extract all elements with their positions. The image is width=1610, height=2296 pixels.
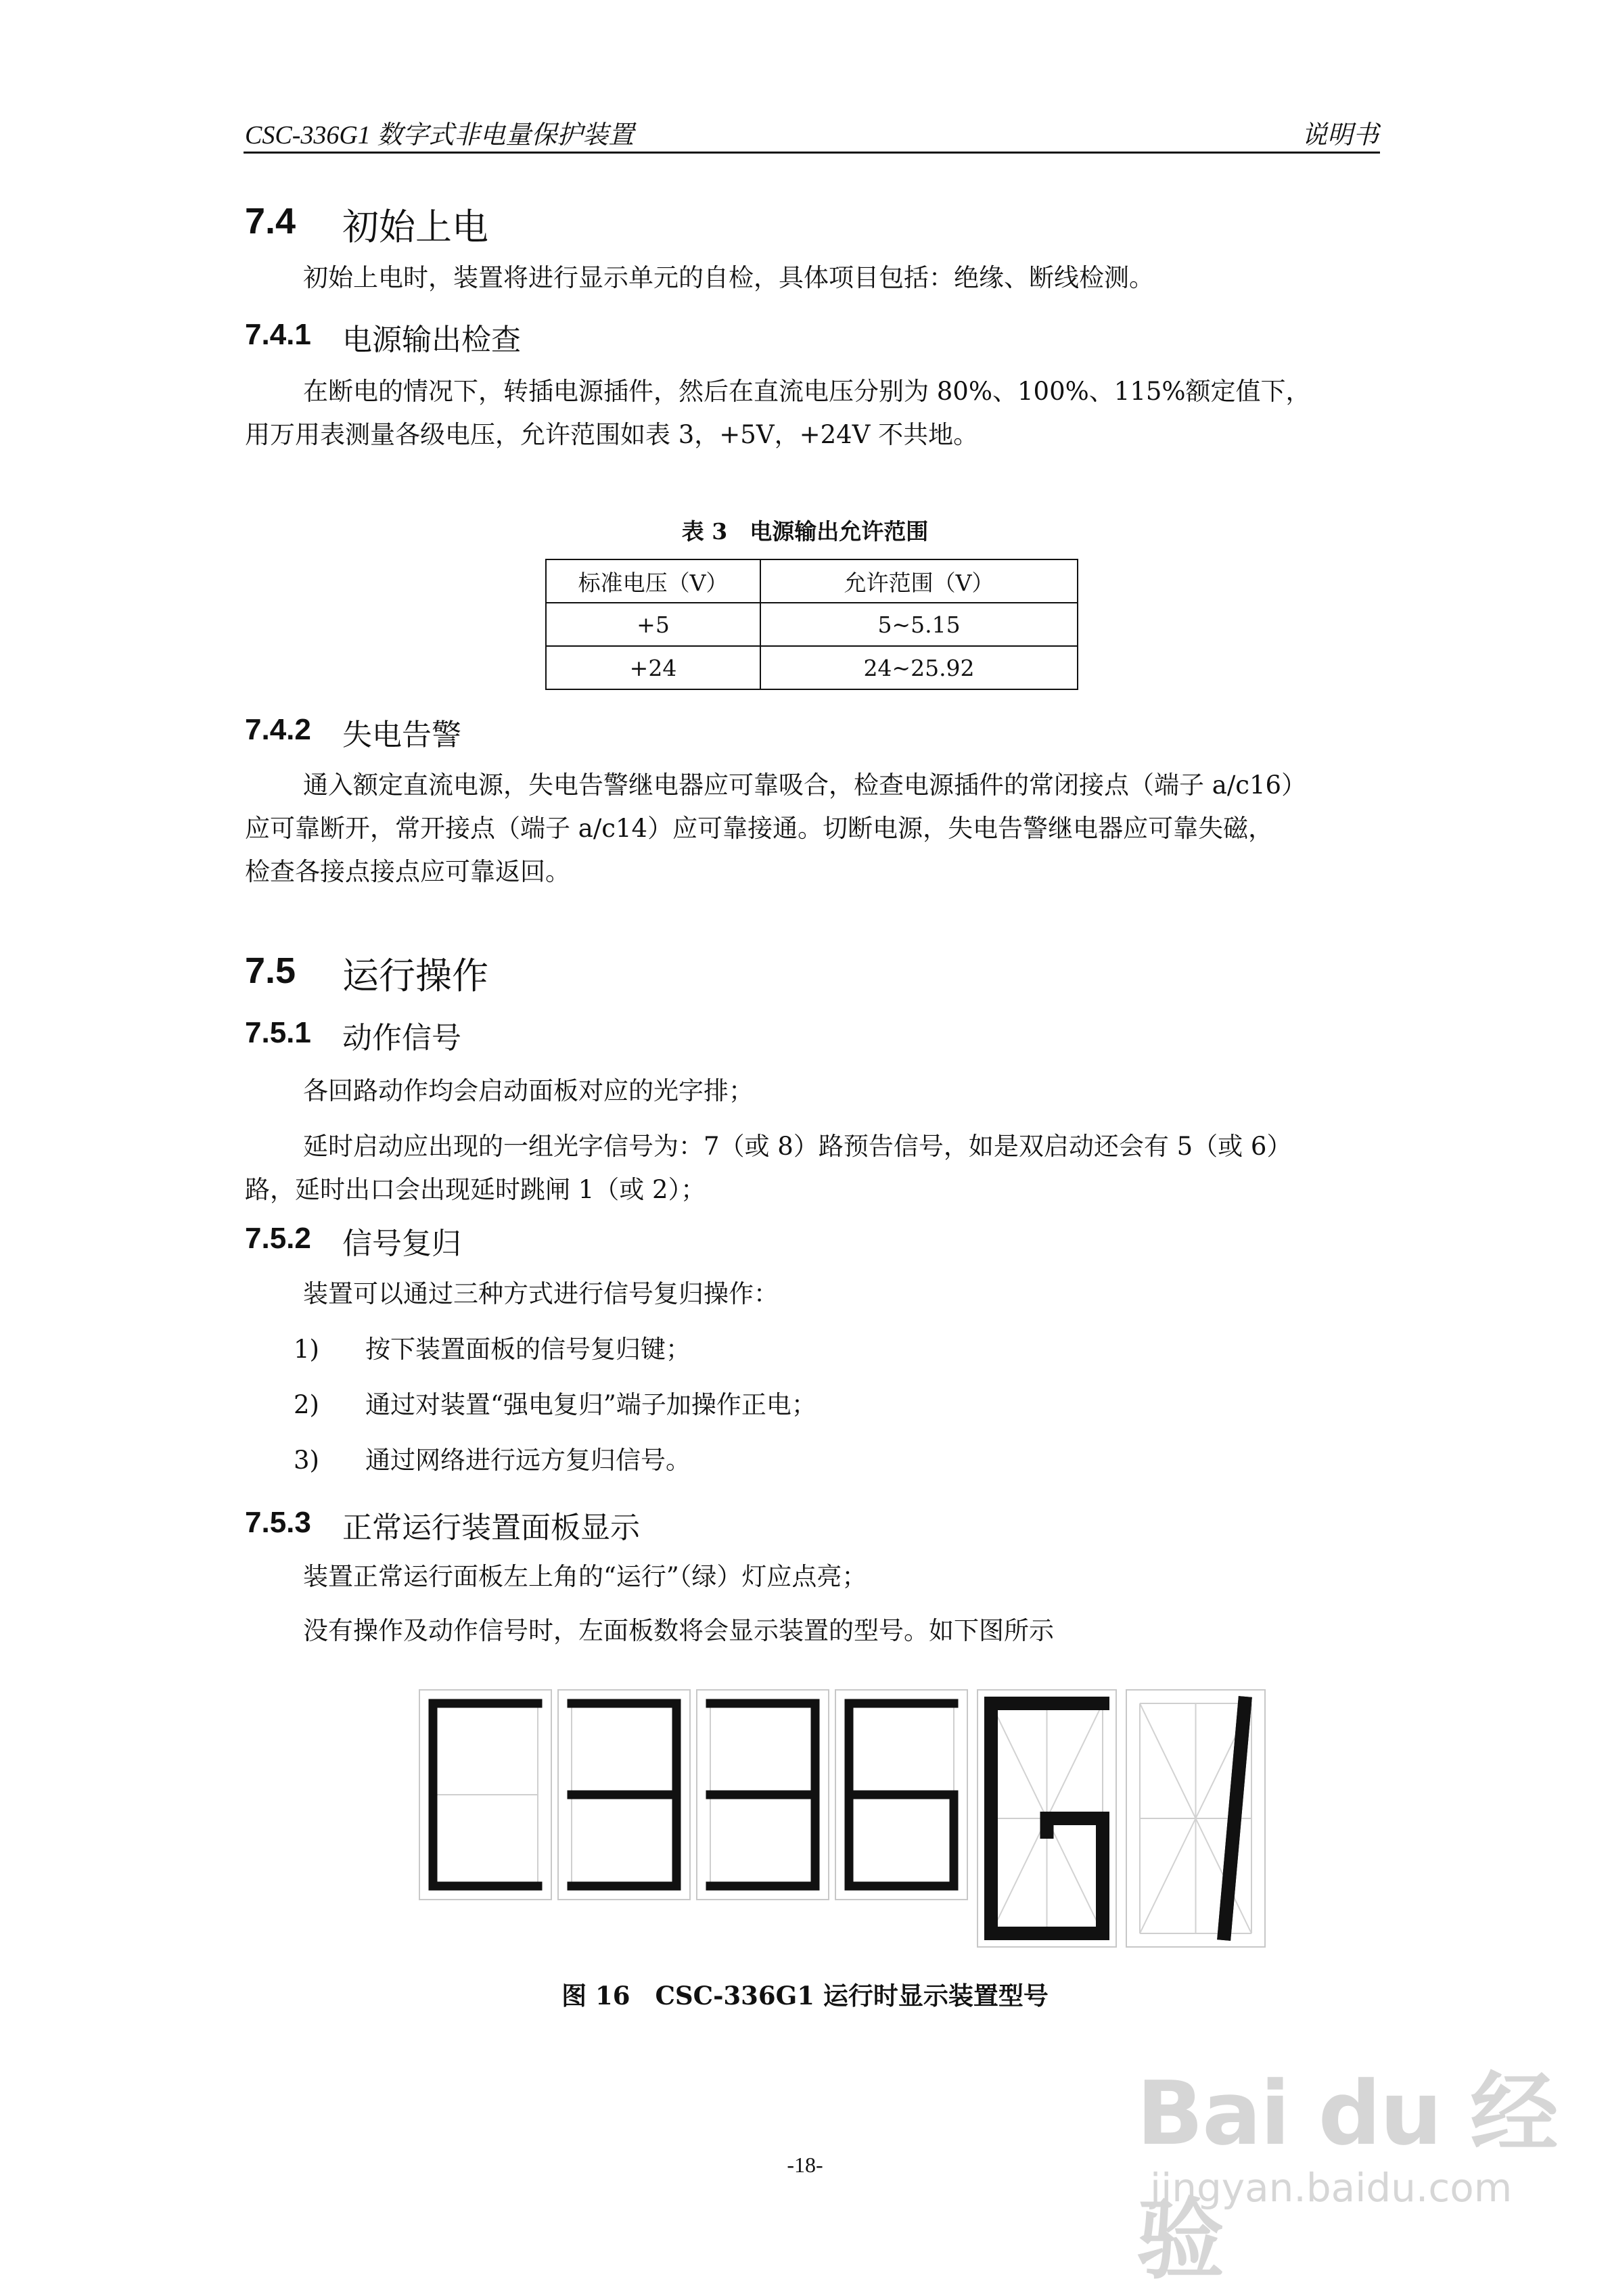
section-7-4-2-para-line: 通入额定直流电源，失电告警继电器应可靠吸合，检查电源插件的常闭接点（端子 a/c16） — [303, 771, 1307, 800]
table-3-caption: 表 3 电源输出允许范围 — [681, 518, 929, 545]
section-7-4-intro: 初始上电时，装置将进行显示单元的自检，具体项目包括：绝缘、断线检测。 — [303, 263, 1154, 292]
section-7-5-1-title: 动作信号 — [342, 1021, 461, 1055]
list-item-text: 通过对装置“强电复归”端子加操作正电； — [365, 1390, 816, 1419]
watermark-url: jingyan.baidu.com — [1150, 2165, 1513, 2211]
section-7-4-2-number: 7.4.2 — [245, 713, 311, 746]
list-item-text: 按下装置面板的信号复归键； — [365, 1335, 691, 1364]
table-cell: +5 — [546, 603, 760, 646]
table-header-cell: 允许范围（V） — [760, 559, 1078, 603]
table-cell: +24 — [546, 646, 760, 689]
display-digit — [835, 1690, 967, 1900]
segment-display-figure — [406, 1676, 1285, 1960]
section-7-5-2-title: 信号复归 — [342, 1226, 461, 1261]
header-doc-type: 说明书 — [1301, 121, 1379, 150]
display-digit — [978, 1690, 1116, 1947]
display-digit — [1126, 1690, 1265, 1947]
display-digit — [558, 1690, 690, 1900]
list-item-number: 2) — [294, 1390, 319, 1419]
section-7-4-2-para-line: 应可靠断开，常开接点（端子 a/c14）应可靠接通。切断电源，失电告警继电器应可靠失磁， — [245, 814, 1274, 843]
display-digit — [419, 1690, 551, 1900]
table-header-row — [546, 559, 1078, 603]
section-7-4-1-title: 电源输出检查 — [342, 323, 521, 357]
table-cell: 5~5.15 — [760, 603, 1078, 646]
section-7-4-2-title: 失电告警 — [342, 718, 461, 752]
section-7-4-2-para-line: 检查各接点接点应可靠返回。 — [245, 857, 570, 886]
section-7-5-title: 运行操作 — [342, 955, 488, 997]
section-7-5-3-title: 正常运行装置面板显示 — [342, 1511, 640, 1545]
section-7-5-3-para-line: 没有操作及动作信号时，左面板数将会显示装置的型号。如下图所示 — [303, 1616, 1054, 1645]
list-item-number: 3) — [294, 1446, 319, 1475]
section-7-5-1-para-line: 路，延时出口会出现延时跳闸 1（或 2）； — [245, 1175, 706, 1204]
figure-16-caption: 图 16 CSC-336G1 运行时显示装置型号 — [561, 1981, 1049, 2011]
table-header-cell: 标准电压（V） — [546, 559, 760, 603]
section-7-4-title: 初始上电 — [342, 206, 488, 248]
section-7-5-2-number: 7.5.2 — [245, 1222, 311, 1255]
table-cell: 24~25.92 — [760, 646, 1078, 689]
section-7-4-number: 7.4 — [245, 201, 296, 242]
section-7-5-1-para-line: 延时启动应出现的一组光字信号为：7（或 8）路预告信号，如是双启动还会有 5（或 6） — [303, 1132, 1292, 1161]
table-row — [546, 603, 1078, 646]
table-3 — [545, 559, 1078, 690]
section-7-4-1-number: 7.4.1 — [245, 318, 311, 351]
display-digit — [697, 1690, 829, 1900]
header-title: CSC-336G1 数字式非电量保护装置 — [245, 121, 635, 150]
table-row — [546, 646, 1078, 689]
section-7-5-1-number: 7.5.1 — [245, 1016, 311, 1049]
header-rule — [244, 152, 1380, 154]
section-7-5-3-number: 7.5.3 — [245, 1506, 311, 1539]
section-7-4-1-para-line: 在断电的情况下，转插电源插件，然后在直流电压分别为 80%、100%、115%额定值下， — [303, 377, 1311, 406]
list-item-text: 通过网络进行远方复归信号。 — [365, 1446, 691, 1475]
section-7-5-3-para-line: 装置正常运行面板左上角的“运行”（绿）灯应点亮； — [303, 1562, 867, 1591]
list-item-number: 1) — [294, 1335, 319, 1364]
watermark-logo: Bai du 经验 — [1136, 2062, 1557, 2291]
section-7-5-2-intro: 装置可以通过三种方式进行信号复归操作： — [303, 1279, 779, 1308]
section-7-5-number: 7.5 — [245, 950, 296, 991]
section-7-4-1-para-line: 用万用表测量各级电压，允许范围如表 3，+5V，+24V 不共地。 — [245, 420, 979, 449]
section-7-5-1-para-line: 各回路动作均会启动面板对应的光字排； — [303, 1076, 754, 1105]
page-number: -18- — [787, 2153, 823, 2177]
